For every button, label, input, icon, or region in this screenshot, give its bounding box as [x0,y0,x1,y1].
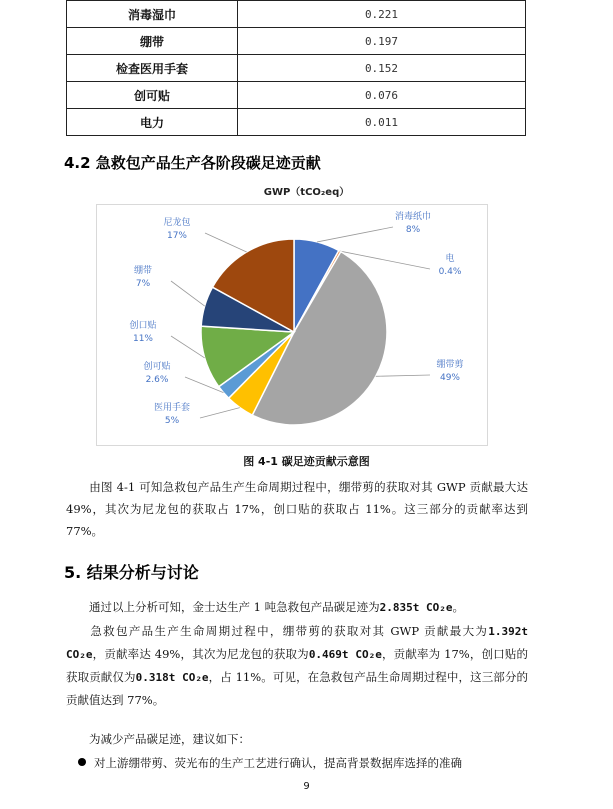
section-heading-5: 5. 结果分析与讨论 [64,563,199,582]
table-cell-value: 0.152 [238,55,526,82]
paragraph-2 [66,596,528,619]
page-number: 9 [303,781,310,792]
pie-label-percent: 2.6% [145,375,169,385]
pie-chart [96,204,488,446]
pie-label-percent: 11% [132,334,154,344]
pie-label-percent: 8% [405,225,421,235]
figure-caption: 图 4-1 碳足迹贡献示意图 [243,455,370,468]
table-cell-name: 电力 [67,109,238,136]
table-cell-value: 0.221 [238,1,526,28]
nylon-bag-value: 0.469t CO₂e [308,648,382,661]
paragraph-3-part4: ，占 11%。可见，在急救包产品生命周期过程中，这三部分的贡献值达到 77%。 [66,670,528,707]
paragraph-4 [66,728,528,750]
table-row [67,28,526,55]
table-cell-value: 0.197 [238,28,526,55]
chart-title: GWP（tCO₂eq） [263,187,350,198]
pie-label-name: 绷带 [133,266,153,276]
table-row [67,82,526,109]
total-footprint-value: 2.835t CO₂e [379,601,453,614]
pie-leader-line [317,227,393,242]
paragraph-1-text: 由图 4-1 可知急救包产品生产生命周期过程中，绷带剪的获取对其 GWP 贡献最大达 49%，其次为尼龙包的获取占 17%，创口贴的获取占 11%。这三部分的贡献率达到 77%。 [66,480,528,538]
pie-leader-line [205,233,247,252]
pie-label-percent: 7% [135,279,151,289]
bullet-item-1 [78,752,530,774]
pie-label-name: 消毒纸巾 [394,212,432,222]
pie-label-percent: 5% [164,416,180,426]
table-cell-name: 消毒湿巾 [67,1,238,28]
paragraph-2-end: 。 [452,600,464,614]
pie-label-name: 医用手套 [153,403,191,413]
section-heading-4-2: 4.2 急救包产品生产各阶段碳足迹贡献 [64,154,321,172]
paragraph-3-part3: ，贡献率为 17%，创口贴的获取贡献仅为 [66,647,528,684]
pie-label-percent: 0.4% [438,267,462,277]
bullet-icon [78,758,86,766]
paragraph-4-text: 为减少产品碳足迹，建议如下： [89,732,250,746]
pie-leader-line [200,408,240,418]
pie-leader-line [171,336,205,358]
pie-label-percent: 17% [166,231,188,241]
bullet-item-1-text: 对上游绷带剪、荧光布的生产工艺进行确认，提高背景数据库选择的准确 [94,756,462,770]
pie-label-name: 电 [445,254,455,264]
pie-leader-line [376,375,430,376]
pie-chart-svg [97,205,487,445]
table-row [67,109,526,136]
emission-table [66,0,526,136]
pie-leader-line [171,281,205,306]
pie-label-name: 绷带剪 [436,360,464,370]
paragraph-3-part1: 急救包产品生产生命周期过程中，绷带剪的获取对其 GWP 贡献最大为 [89,624,489,638]
pie-label-name: 尼龙包 [163,218,191,228]
table-row [67,1,526,28]
pie-label-name: 创可贴 [143,362,171,372]
pie-label-name: 创口贴 [129,321,157,331]
paragraph-3-part2: ，贡献率达 49%，其次为尼龙包的获取为 [92,647,309,661]
table-cell-value: 0.011 [238,109,526,136]
table-cell-name: 检查医用手套 [67,55,238,82]
table-cell-name: 创可贴 [67,82,238,109]
paragraph-1 [66,476,528,542]
table-cell-name: 绷带 [67,28,238,55]
paragraph-3 [66,620,528,711]
table-cell-value: 0.076 [238,82,526,109]
table-row [67,55,526,82]
band-aid-value: 0.318t CO₂e [135,671,209,684]
bandage-scissors-value: 1.392t CO₂e [66,625,528,661]
paragraph-2-text: 通过以上分析可知，金士达生产 1 吨急救包产品碳足迹为 [89,600,380,614]
pie-label-percent: 49% [439,373,461,383]
